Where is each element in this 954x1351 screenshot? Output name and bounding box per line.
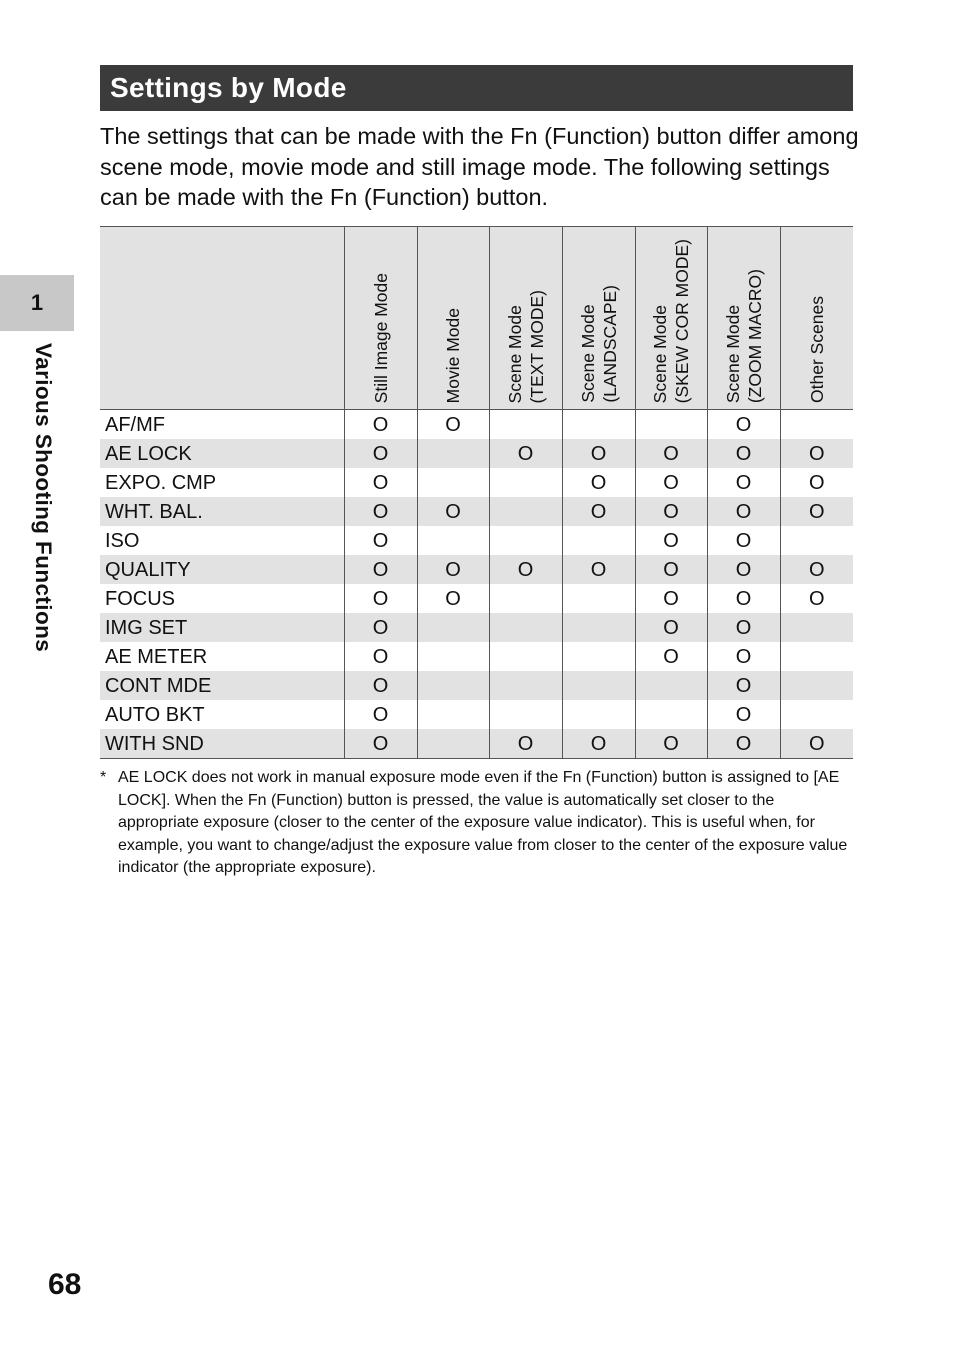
availability-cell [489,497,562,526]
column-header: Movie Mode [417,227,489,410]
page-number: 68 [48,1268,82,1301]
availability-cell [489,642,562,671]
chapter-number: 1 [30,290,44,315]
availability-cell: O [562,497,635,526]
header-corner-cell [100,227,344,410]
availability-cell: O [635,555,707,584]
availability-cell [489,700,562,729]
footnote-text: AE LOCK does not work in manual exposure mode even if the Fn (Function) button is assigned to [AE LOCK]. When the Fn (Function) button is pressed, the value is automatically set closer to the appropriate exposure (closer to the center of the exposure value indicator). This is useful when, for example, you want to change/adjust the exposure value from closer to the center of the exposure value indicator (the appropriate exposure). [118,769,848,877]
availability-cell: O [562,468,635,497]
row-label: WITH SND [100,729,344,759]
availability-cell [780,410,853,440]
table-row [100,613,853,642]
availability-cell [780,671,853,700]
row-label: AF/MF [105,413,165,436]
availability-cell [780,700,853,729]
availability-cell: O [344,700,417,729]
availability-cell: O [707,642,780,671]
availability-cell: O [344,729,417,759]
row-label: EXPO. CMP [105,471,217,494]
availability-cell: O [344,613,417,642]
availability-cell: O [780,729,853,759]
availability-cell: O [780,439,853,468]
availability-cell: O [635,439,707,468]
availability-cell: O [489,555,562,584]
availability-cell: O [707,468,780,497]
table-body [100,410,853,759]
column-header: Other Scenes [780,227,853,410]
footnote [100,767,852,880]
table-row [100,526,853,555]
availability-cell [562,700,635,729]
availability-cell: O [417,410,489,440]
table-row [100,700,853,729]
availability-cell: O [707,526,780,555]
availability-cell [635,410,707,440]
availability-cell: O [417,497,489,526]
row-label: AUTO BKT [105,703,205,726]
availability-cell [489,410,562,440]
availability-cell: O [707,497,780,526]
column-header: Scene Mode (SKEW COR MODE) [635,227,707,410]
availability-cell [417,613,489,642]
availability-cell [489,584,562,613]
availability-cell [562,526,635,555]
availability-cell: O [707,584,780,613]
availability-cell [417,642,489,671]
column-header: Scene Mode (ZOOM MACRO) [707,227,780,410]
row-label: QUALITY [100,555,344,584]
availability-cell: O [635,642,707,671]
availability-cell: O [562,439,635,468]
row-label: IMG SET [100,613,344,642]
availability-cell [489,468,562,497]
availability-cell: O [635,468,707,497]
table-row [100,410,853,440]
footnote-mark: * [100,769,107,786]
availability-cell: O [344,526,417,555]
row-label: AE LOCK [100,439,344,468]
availability-cell: O [344,555,417,584]
availability-cell: O [635,526,707,555]
availability-cell [417,439,489,468]
row-label: AE METER [105,645,208,668]
availability-cell: O [344,584,417,613]
row-label: FOCUS [105,587,175,610]
availability-cell [417,671,489,700]
availability-cell [562,671,635,700]
availability-cell: O [707,410,780,440]
availability-cell: O [635,497,707,526]
column-header: Still Image Mode [344,227,417,410]
availability-cell [562,584,635,613]
availability-cell [489,671,562,700]
availability-cell [780,613,853,642]
availability-cell: O [562,555,635,584]
availability-cell [489,526,562,555]
availability-cell [635,700,707,729]
availability-cell: O [707,555,780,584]
row-label: ISO [105,529,140,552]
table-row [100,671,853,700]
availability-cell [780,526,853,555]
table-row [100,497,853,526]
availability-cell: O [635,584,707,613]
chapter-tab [0,275,74,331]
availability-cell: O [780,468,853,497]
section-heading: Settings by Mode [100,65,853,111]
availability-cell: O [780,584,853,613]
intro-paragraph: The settings that can be made with the Fn (Function) button differ among scene mode, movie mode and still image mode. The following settings can be made with the Fn (Function) button. [100,123,859,210]
availability-cell: O [635,613,707,642]
availability-cell: O [635,729,707,759]
availability-cell: O [344,671,417,700]
availability-cell: O [489,439,562,468]
table-row [100,555,853,584]
availability-cell: O [780,555,853,584]
availability-cell [489,613,562,642]
availability-cell: O [707,439,780,468]
availability-cell: O [417,584,489,613]
availability-cell [562,642,635,671]
table-row [100,642,853,671]
availability-cell: O [707,729,780,759]
table-row [100,584,853,613]
column-header: Scene Mode (TEXT MODE) [489,227,562,410]
availability-cell: O [344,468,417,497]
availability-cell: O [562,729,635,759]
table-row [100,439,853,468]
availability-cell: O [344,497,417,526]
availability-cell [417,729,489,759]
availability-cell [417,526,489,555]
availability-cell: O [707,613,780,642]
column-header: Scene Mode (LANDSCAPE) [562,227,635,410]
row-label: CONT MDE [100,671,344,700]
availability-cell: O [344,642,417,671]
settings-table [100,226,853,759]
availability-cell [635,671,707,700]
availability-cell [780,642,853,671]
availability-cell: O [489,729,562,759]
availability-cell: O [780,497,853,526]
availability-cell [417,468,489,497]
table-header-row [100,227,853,410]
availability-cell: O [344,439,417,468]
availability-cell [562,613,635,642]
table-row [100,468,853,497]
chapter-title: Various Shooting Functions [31,343,56,653]
availability-cell: O [707,671,780,700]
availability-cell: O [417,555,489,584]
availability-cell [562,410,635,440]
availability-cell [417,700,489,729]
availability-cell: O [707,700,780,729]
row-label: WHT. BAL. [100,497,344,526]
availability-cell: O [344,410,417,440]
table-row [100,729,853,759]
